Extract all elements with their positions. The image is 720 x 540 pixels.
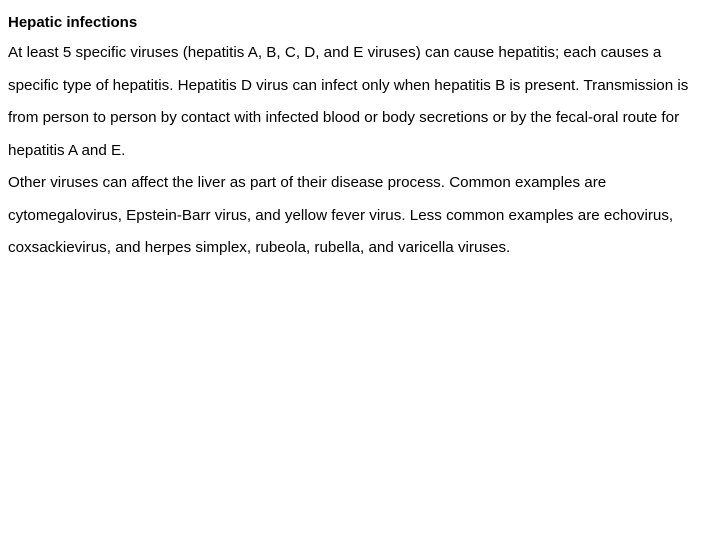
paragraph-other-viruses: Other viruses can affect the liver as part of their disease process. Common examples are cytomegalovirus, Epstein-Barr virus, and yellow fever virus. Less common examples are echovirus, coxsackievirus, and herpes simplex, rubeola, rubella, and varicella viruses. bbox=[8, 174, 674, 256]
paragraph-hepatitis-viruses: At least 5 specific viruses (hepatitis A, B, C, D, and E viruses) can cause hepatitis; each causes a specific type of hepatitis. Hepatitis D virus can infect only when hepatitis B is present. Transmission is from person to person by contact with infected blood or body secretions or by the fecal-oral route for hepatitis A and E. bbox=[8, 44, 689, 159]
body-text bbox=[8, 37, 708, 265]
page-title: Hepatic infections bbox=[8, 14, 138, 31]
